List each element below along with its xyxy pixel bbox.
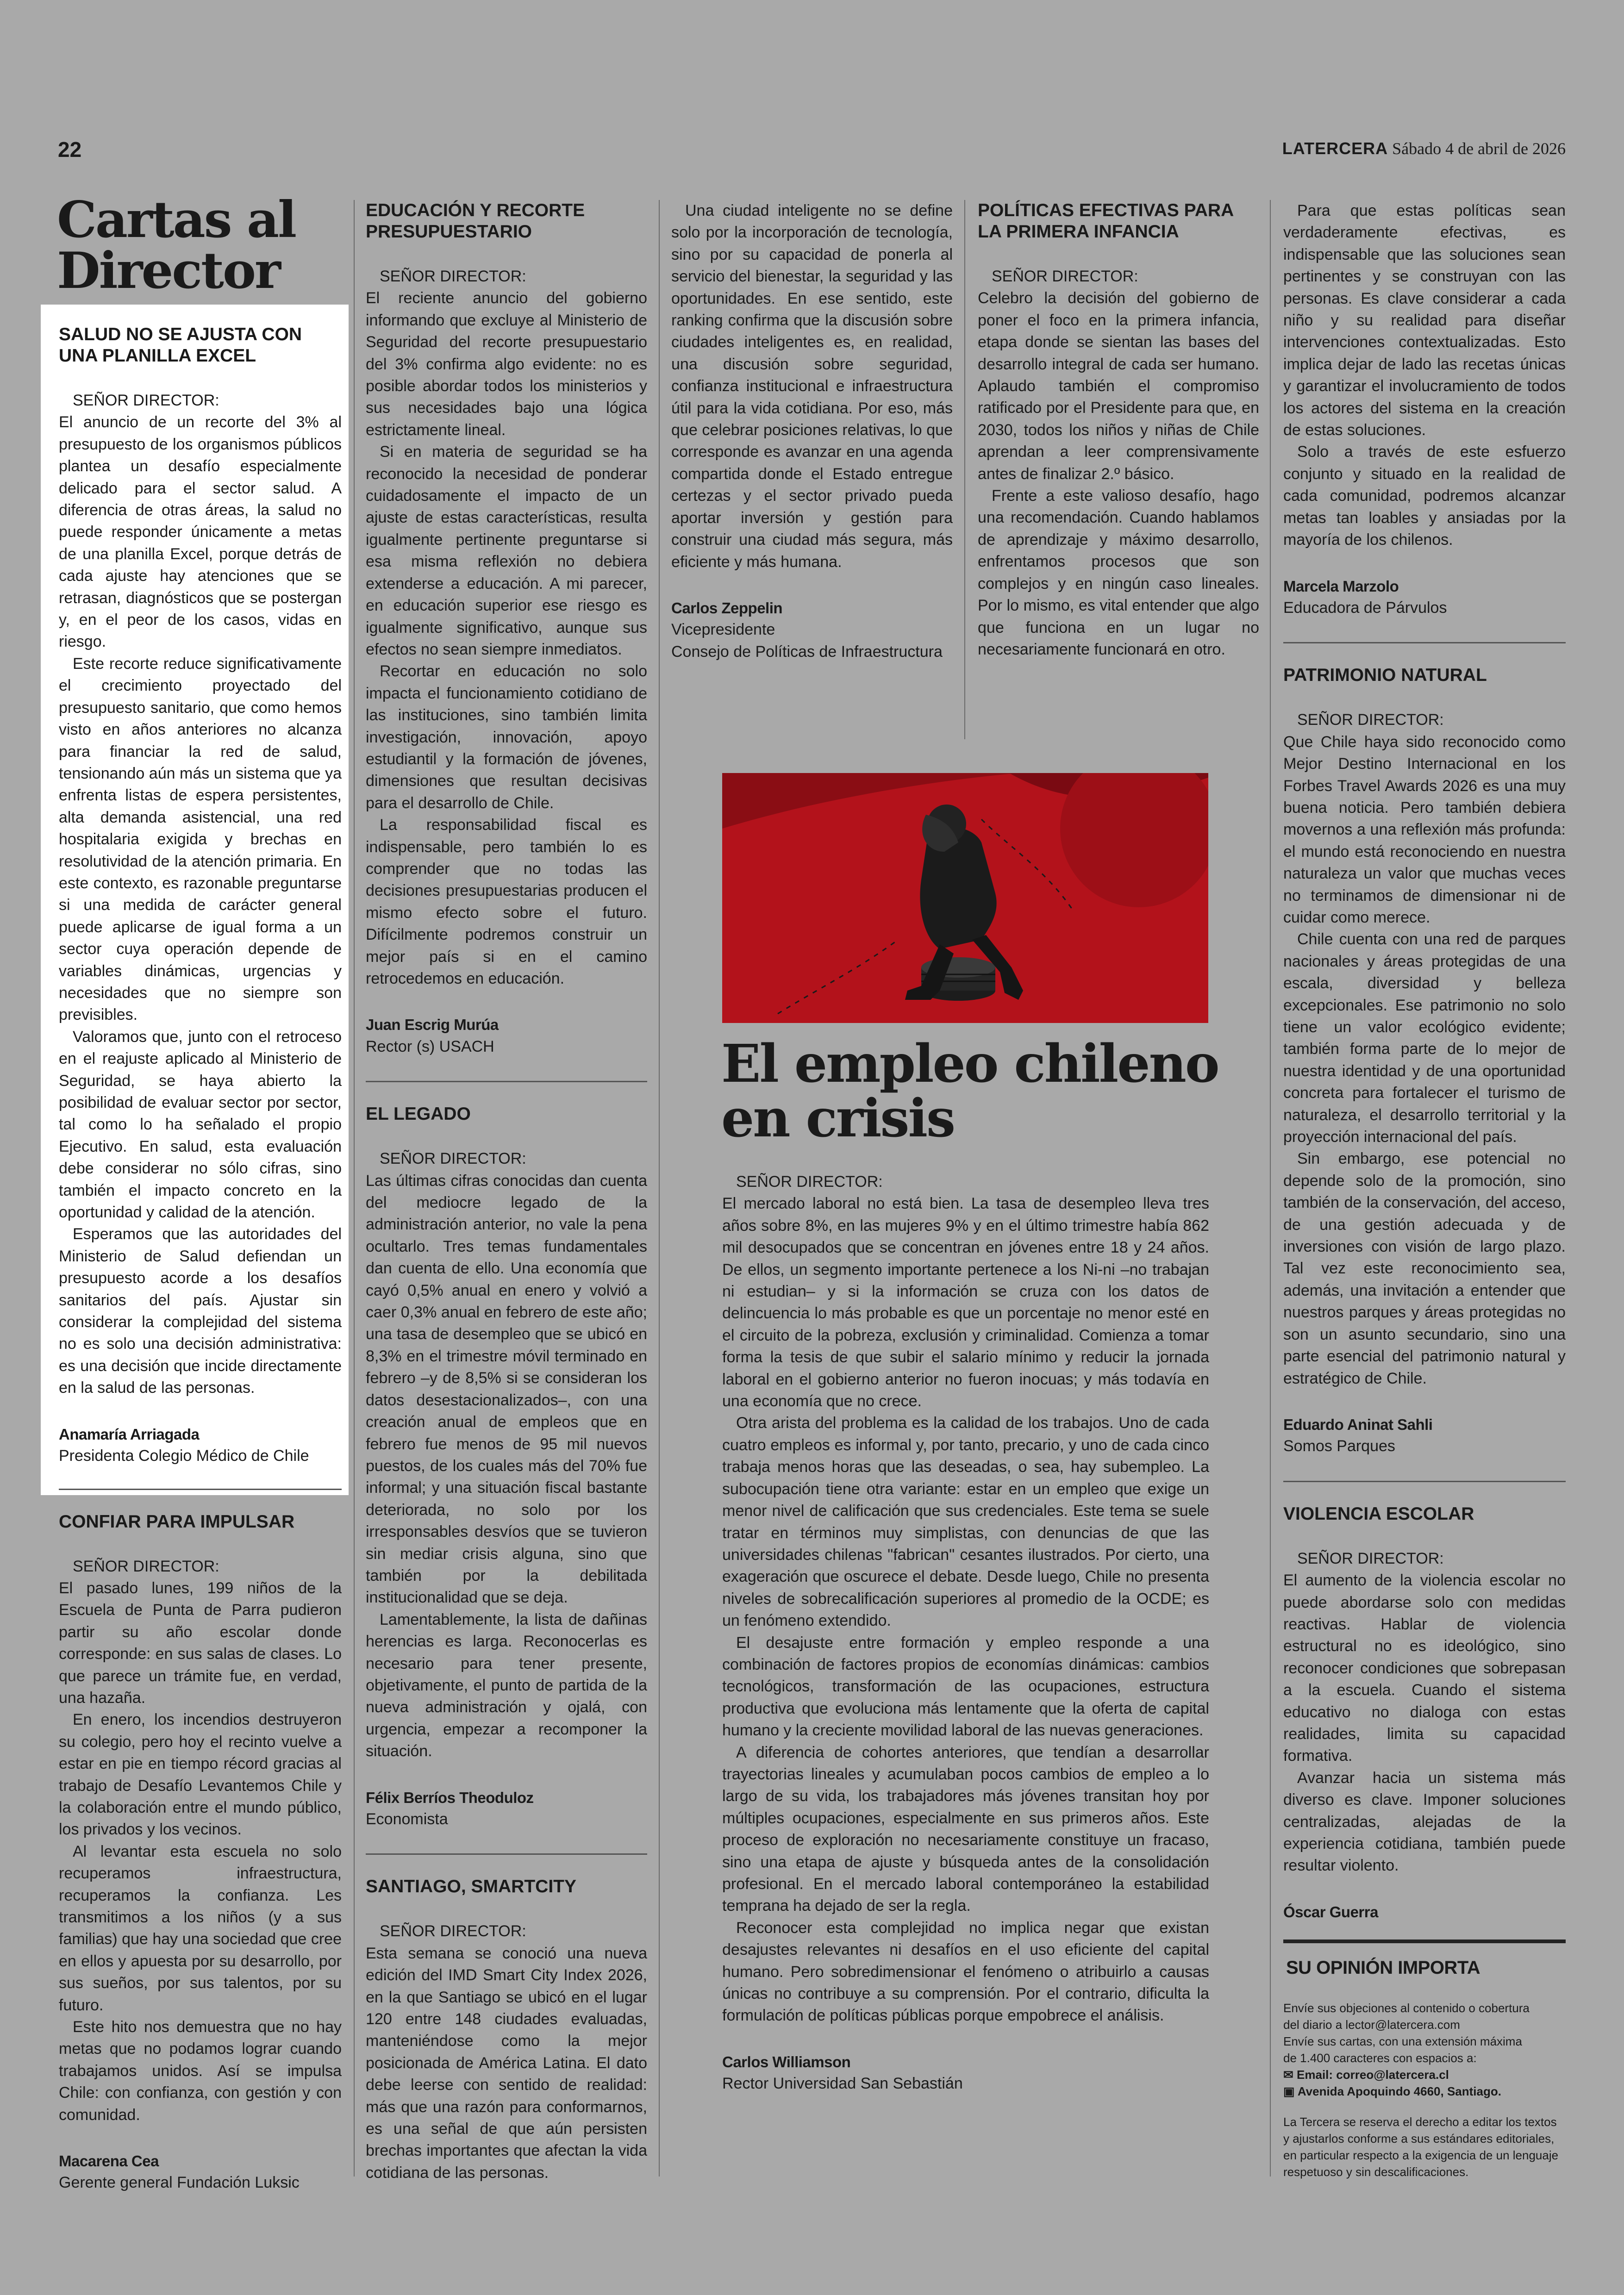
column-divider <box>964 200 965 739</box>
email-line <box>1283 2066 1566 2083</box>
author-role: Economista <box>366 1810 448 1828</box>
author-role: Educadora de Párvulos <box>1283 599 1447 617</box>
paragraph: Esperamos que las autoridades del Ministerio de Salud defiendan un presupuesto acorde a los desafíos sanitarios del país. Ajustar sin considerar la complejidad del sistema no es solo una decisión administrativa: es una decisión que incide directamente en la salud de las personas. <box>59 1225 342 1397</box>
paragraph: Que Chile haya sido reconocido como Mejor Destino Internacional en los Forbes Travel Awards 2026 es una muy buena noticia. Pero también debiera movernos a una reflexión más profunda: el mundo está reconociendo en nuestra naturaleza un valor que muchas veces no terminamos de dimensionar ni de cuidar como merece. <box>1283 733 1566 926</box>
salutation: SEÑOR DIRECTOR: <box>73 392 219 409</box>
email-text: Email: correo@latercera.cl <box>1297 2067 1449 2082</box>
signature <box>671 597 953 663</box>
paragraph: A diferencia de cohortes anteriores, que tendían a desarrollar trayectorias lineales y acumulaban pocos cambios de empleo a lo largo de su vida, los trabajadores más jóvenes transitan hoy por múltiples ocupaciones, especialmente en sus primeros años. Este proceso de exploración no necesariamente constituye un fracaso, sino una etapa de ajuste y búsqueda antes de la consolidación profesional. En el mercado laboral contemporáneo la estabilidad temprana ha dejado de ser la regla. <box>722 1743 1209 1915</box>
paragraph: Si en materia de seguridad se ha reconocido la necesidad de ponderar cuidadosamente el impacto de un ajuste de estas características, resulta igualmente pertinente preguntarse si esa misma reflexión no debiera extenderse a educación. A mi parecer, en educación superior ese riesgo es igualmente significativo, aunque sus efectos no sean siempre inmediatos. <box>366 443 647 658</box>
masthead-brand: LATERCERA <box>1282 139 1388 158</box>
paragraph: Este hito nos demuestra que no hay metas que no podamos lograr cuando trabajamos unidos. Así se impulsa Chile: con confianza, con gestión y con comunidad. <box>59 2018 342 2124</box>
author-role: Vicepresidente <box>671 621 775 639</box>
signature <box>1283 1414 1566 1458</box>
salutation: SEÑOR DIRECTOR: <box>992 268 1138 285</box>
featured-letter <box>722 1171 1209 2095</box>
author-role: Rector Universidad San Sebastián <box>722 2075 963 2093</box>
column-1 <box>59 324 342 2194</box>
letter-headline: CONFIAR PARA IMPULSAR <box>59 1511 295 1532</box>
column-2 <box>366 200 647 2184</box>
address-text: Avenida Apoquindo 4660, Santiago. <box>1297 2084 1501 2098</box>
divider <box>59 1489 342 1490</box>
paragraph: Reconocer esta complejidad no implica negar que existan desajustes relevantes ni desafíos en el uso eficiente del capital humano. Pero sobredimensionar el fenómeno o atribuirlo a causas únicas no contribuye a su comprensión. Por el contrario, dificulta la formulación de políticas públicas porque empobrece el análisis. <box>722 1919 1209 2025</box>
paragraph: El pasado lunes, 199 niños de la Escuela de Punta de Parra pudieron partir su año escolar donde corresponde: en sus salas de clases. Lo que parece un trámite fue, en verdad, una hazaña. <box>59 1579 342 1707</box>
paragraph: El aumento de la violencia escolar no puede abordarse solo con medidas reactivas. Hablar de violencia estructural no es ideológico, sino reconocer condiciones que sobrepasan a la escuela. Cuando el sistema educativo no dialoga con estas realidades, limita su capacidad formativa. <box>1283 1572 1566 1765</box>
paragraph: Esta semana se conoció una nueva edición del IMD Smart City Index 2026, en la que Santiago se ubicó en el lugar 120 entre 148 ciudades evaluadas, manteniéndose como la mejor posicionada de América Latina. El dato debe leerse con sentido de realidad: más que una razón para conformarnos, es una señal de que aún persisten brechas importantes que afectan la vida cotidiana de las personas. <box>366 1944 647 2182</box>
building-icon: ▣ <box>1283 2084 1295 2098</box>
signature <box>59 2150 342 2194</box>
paragraph: Lamentablemente, la lista de dañinas herencias es larga. Reconocerlas es necesario para tener presente, objetivamente, el punto de partida de la nueva administración y ojalá, con urgencia, empezar a recomponer la situación. <box>366 1610 647 1760</box>
masthead <box>1282 139 1566 158</box>
paragraph: El mercado laboral no está bien. La tasa de desempleo lleva tres años sobre 8%, en las mujeres 9% y en el último trimestre había 862 mil desocupados que se concentran en jóvenes entre 18 y 24 años. De ellos, un segmento importante pertenece a los Ni-ni –no trabajan ni estudian– y si la información se cruza con los datos de delincuencia lo más probable es que un porcentaje no menor esté en el circuito de la pobreza, exclusión y criminalidad. Comienza a tomar forma la tesis de que subir el salario mínimo y reducir la jornada laboral en el gobierno anterior no fueron inocuas; y más todavía en una economía que no crece. <box>722 1195 1209 1410</box>
divider <box>366 1853 647 1855</box>
envelope-icon: ✉ <box>1283 2067 1293 2082</box>
salutation: SEÑOR DIRECTOR: <box>380 1150 526 1168</box>
divider-thick <box>1283 1940 1566 1943</box>
paragraph: Al levantar esta escuela no solo recuperamos infraestructura, recuperamos la confianza. Les transmitimos a los niños (y a sus familias) que hay una sociedad que cree en ellos y apuesta por su desarrollo, por sus sueños, por sus talentos, por su futuro. <box>59 1842 342 2014</box>
paragraph: Otra arista del problema es la calidad de los trabajos. Uno de cada cuatro empleos es informal y, por tanto, precario, y uno de cada cinco trabaja menos horas que las deseadas, o sea, hay subempleo. La subocupación tiene otra variante: estar en un empleo que exige un menor nivel de calificación que sus credenciales. Este tema se suele tratar en términos muy simplistas, con denuncias de que las universidades chilenas "fabrican" cesantes ilustrados. Por cierto, una exageración que oscurece el debate. Desde luego, Chile no presenta niveles de sobrecalificación superiores al promedio de la OCDE; es un fenómeno extendido. <box>722 1414 1209 1630</box>
paragraph: Avanzar hacia un sistema más diverso es clave. Imponer soluciones centralizadas, alejadas de la experiencia cotidiana, también puede resultar violento. <box>1283 1769 1566 1875</box>
letter-headline: SANTIAGO, SMARTCITY <box>366 1877 576 1897</box>
author-name: Óscar Guerra <box>1283 1903 1378 1921</box>
paragraph: Las últimas cifras conocidas dan cuenta del mediocre legado de la administración anterior, no vale la pena ocultarlo. Tres temas fundamentales dan cuenta de ello. Una economía que cayó 0,5% anual en enero y volvió a caer 0,3% anual en febrero de este año; una tasa de desempleo que se ubicó en 8,3% en el trimestre móvil terminado en febrero –y de 8,5% si se consideran los datos desestacionalizados–, con una creación anual de empleos que en febrero fue menos de 95 mil nuevos puestos, de los cuales más del 70% fue informal; y una situación fiscal bastante deteriorada, no solo por los irresponsables desvíos que se tuvieron sin mediar crisis alguna, sino que también por la debilitada institucionalidad que se deja. <box>366 1172 647 1607</box>
paragraph: Solo a través de este esfuerzo conjunto y situado en la realidad de cada comunidad, podremos alcanzar metas tan loables y ansiadas por la mayoría de los chilenos. <box>1283 443 1566 549</box>
column-4 <box>978 200 1259 661</box>
paragraph: Celebro la decisión del gobierno de poner el foco en la primera infancia, etapa donde se sientan las bases del desarrollo integral de cada ser humano. Aplaudo también el compromiso ratificado por el Presidente para que, en 2030, todos los niños y niñas de Chile aprendan a leer comprensivamente antes de finalizar 2.º básico. <box>978 289 1259 483</box>
author-role: Rector (s) USACH <box>366 1037 494 1055</box>
paragraph: La responsabilidad fiscal es indispensable, pero también lo es comprender que no todas las decisiones presupuestarias producen el mismo efecto sobre el futuro. Difícilmente podremos construir un mejor país si en el camino retrocedemos en educación. <box>366 816 647 987</box>
opinion-box <box>1283 1957 1566 2180</box>
divider <box>1283 642 1566 643</box>
salutation: SEÑOR DIRECTOR: <box>380 268 526 285</box>
author-organization: Consejo de Políticas de Infraestructura <box>671 642 943 661</box>
author-role: Somos Parques <box>1283 1437 1395 1455</box>
paragraph: Chile cuenta con una red de parques nacionales y áreas protegidas de una escala, diversidad y belleza excepcionales. Ese patrimonio no solo tiene un valor ecológico evidente; también forma parte de lo mejor de nuestra identidad y de una oportunidad concreta para fortalecer el turismo de naturaleza, el desarrollo territorial y la proyección internacional del país. <box>1283 930 1566 1146</box>
paragraph: El desajuste entre formación y empleo responde a una combinación de factores propios de economías dinámicas: cambios tecnológicos, transformación de las ocupaciones, estructura productiva que evoluciona más lentamente que la oferta de capital humano y la creciente movilidad laboral de las nuevas generaciones. <box>722 1634 1209 1740</box>
paragraph: Recortar en educación no solo impacta el funcionamiento cotidiano de las instituciones, sino también limita investigación, innovación, apoyo estudiantil y la formación de jóvenes, dimensiones que resultan decisivas para el desarrollo de Chile. <box>366 662 647 812</box>
author-name: Juan Escrig Murúa <box>366 1016 499 1034</box>
author-name: Marcela Marzolo <box>1283 577 1399 595</box>
divider <box>366 1081 647 1082</box>
column-5 <box>1283 200 1566 2180</box>
section-title: Cartas al Director <box>57 191 296 300</box>
letter-headline: POLÍTICAS EFECTIVAS PARA LA PRIMERA INFANCIA <box>978 200 1233 242</box>
paragraph: Valoramos que, junto con el retroceso en el reajuste aplicado al Ministerio de Seguridad, se haya abierto la posibilidad de evaluar sector por sector, tal como lo ha señalado el propio Ejecutivo. En salud, esta evaluación debe considerar no sólo cifras, sino también el impacto concreto en la oportunidad y calidad de la atención. <box>59 1028 342 1222</box>
signature <box>1283 1901 1566 1923</box>
paragraph: Una ciudad inteligente no se define solo por la incorporación de tecnología, sino por su capacidad de ponerla al servicio del bienestar, la seguridad y las oportunidades. En ese sentido, este ranking confirma que la discusión sobre ciudades inteligentes es, en realidad, una discusión sobre seguridad, confianza institucional e infraestructura útil para la vida cotidiana. Por eso, más que celebrar posiciones relativas, lo que corresponde es avanzar en una agenda compartida donde el Estado entregue certezas y el sector privado pueda aportar inversión y gestión para construir una ciudad más segura, más eficiente y más humana. <box>671 202 953 571</box>
letter-headline: SALUD NO SE AJUSTA CON UNA PLANILLA EXCEL <box>59 324 302 366</box>
masthead-date: Sábado 4 de abril de 2026 <box>1392 139 1566 158</box>
letter-headline: EL LEGADO <box>366 1104 471 1124</box>
signature <box>1283 575 1566 619</box>
article-photo <box>722 773 1208 1023</box>
salutation: SEÑOR DIRECTOR: <box>736 1173 883 1191</box>
author-role: Presidenta Colegio Médico de Chile <box>59 1447 309 1465</box>
paragraph: El reciente anuncio del gobierno informando que excluye al Ministerio de Seguridad del recorte presupuestario del 3% confirma algo evidente: no es posible abordar todos los ministerios y sus necesidades bajo una lógica estrictamente lineal. <box>366 289 647 439</box>
author-name: Anamaría Arriagada <box>59 1425 200 1443</box>
paragraph: Este recorte reduce significativamente el crecimiento proyectado del presupuesto sanitario, que como hemos visto en años anteriores no alcanza para financiar la red de salud, tensionando aún más un sistema que ya enfrenta listas de espera persistentes, alta demanda asistencial, una red hospitalaria exigida y brechas en resolutividad de la atención primaria. En este contexto, es razonable preguntarse si una medida de carácter general puede aplicarse de igual forma a un sector cuya operación depende de variables dinámicas, urgencias y necesidades que no siempre son previsibles. <box>59 655 342 1024</box>
author-name: Félix Berríos Theoduloz <box>366 1789 534 1806</box>
signature <box>722 2051 1209 2095</box>
column-divider <box>1270 200 1271 2177</box>
author-name: Carlos Zeppelin <box>671 599 783 617</box>
divider <box>1283 1481 1566 1482</box>
featured-headline: El empleo chileno en crisis <box>721 1034 1218 1149</box>
paragraph: Frente a este valioso desafío, hago una recomendación. Cuando hablamos de aprendizaje y máximo desarrollo, enfrentamos procesos que son complejos y en ningún caso lineales. Por lo mismo, es vital entender que algo que funciona en un lugar no necesariamente funcionará en otro. <box>978 487 1259 658</box>
signature <box>366 1014 647 1058</box>
author-name: Eduardo Aninat Sahli <box>1283 1416 1433 1433</box>
salutation: SEÑOR DIRECTOR: <box>1297 711 1444 729</box>
paragraph: El anuncio de un recorte del 3% al presupuesto de los organismos públicos plantea un desafío especialmente delicado para el sector salud. A diferencia de otras áreas, la salud no puede responder únicamente a metas de una planilla Excel, porque detrás de cada ajuste hay atenciones que se retrasan, diagnósticos que se postergan y, en el peor de los casos, vidas en riesgo. <box>59 413 342 651</box>
signature <box>59 1423 342 1467</box>
author-role: Gerente general Fundación Luksic <box>59 2174 300 2192</box>
page-number: 22 <box>58 137 82 162</box>
column-divider <box>354 200 355 2177</box>
column-3 <box>671 200 953 663</box>
letter-headline: EDUCACIÓN Y RECORTE PRESUPUESTARIO <box>366 200 585 242</box>
opinion-box-title: SU OPINIÓN IMPORTA <box>1286 1958 1480 1978</box>
paragraph: Sin embargo, ese potencial no depende solo de la promoción, sino también de la conservación, del acceso, de una gestión adecuada y de inversiones con visión de largo plazo. Tal vez este reconocimiento sea, además, una invitación a entender que nuestros parques y áreas protegidas no son un asunto secundario, sino una parte esencial del patrimonio natural y estratégico de Chile. <box>1283 1150 1566 1387</box>
column-divider <box>659 200 660 2177</box>
paragraph: Para que estas políticas sean verdaderamente efectivas, es indispensable que las soluciones sean pertinentes y se construyan con las personas. Es clave considerar a cada niño y su realidad para diseñar intervenciones contextualizadas. Esto implica dejar de lado las recetas únicas y garantizar el involucramiento de todos los actores del sistema en la creación de estas soluciones. <box>1283 202 1566 439</box>
letter-headline: VIOLENCIA ESCOLAR <box>1283 1503 1474 1524</box>
salutation: SEÑOR DIRECTOR: <box>1297 1549 1444 1567</box>
letter-headline: PATRIMONIO NATURAL <box>1283 665 1487 686</box>
author-name: Carlos Williamson <box>722 2053 851 2070</box>
salutation: SEÑOR DIRECTOR: <box>380 1922 526 1940</box>
distressed-man-illustration <box>722 773 1208 1023</box>
signature <box>366 1787 647 1831</box>
address-line <box>1283 2083 1566 2100</box>
opinion-box-text: Envíe sus objeciones al contenido o cobertura del diario a lector@latercera.com Envíe sus cartas, con una extensión máxima de 1.400 caracteres con espacios a: ✉ Email: correo@latercera.cl ▣ Avenida Apoquindo 4660, Santiago. La Tercera se reserva el derecho a editar los textos y ajustarlos conforme a sus estándares editoriales, en particular respecto a la exigencia de un lenguaje respetuoso y sin descalificaciones. <box>1283 2000 1566 2180</box>
disclaimer: La Tercera se reserva el derecho a editar los textos y ajustarlos conforme a sus estándares editoriales, en particular respecto a la exigencia de un lenguaje respetuoso y sin descalificaciones. <box>1283 2114 1559 2179</box>
author-name: Macarena Cea <box>59 2152 159 2170</box>
salutation: SEÑOR DIRECTOR: <box>73 1557 219 1575</box>
paragraph: En enero, los incendios destruyeron su colegio, pero hoy el recinto vuelve a estar en pie en tiempo récord gracias al trabajo de Desafío Levantemos Chile y la colaboración entre el mundo público, los privados y los vecinos. <box>59 1711 342 1839</box>
